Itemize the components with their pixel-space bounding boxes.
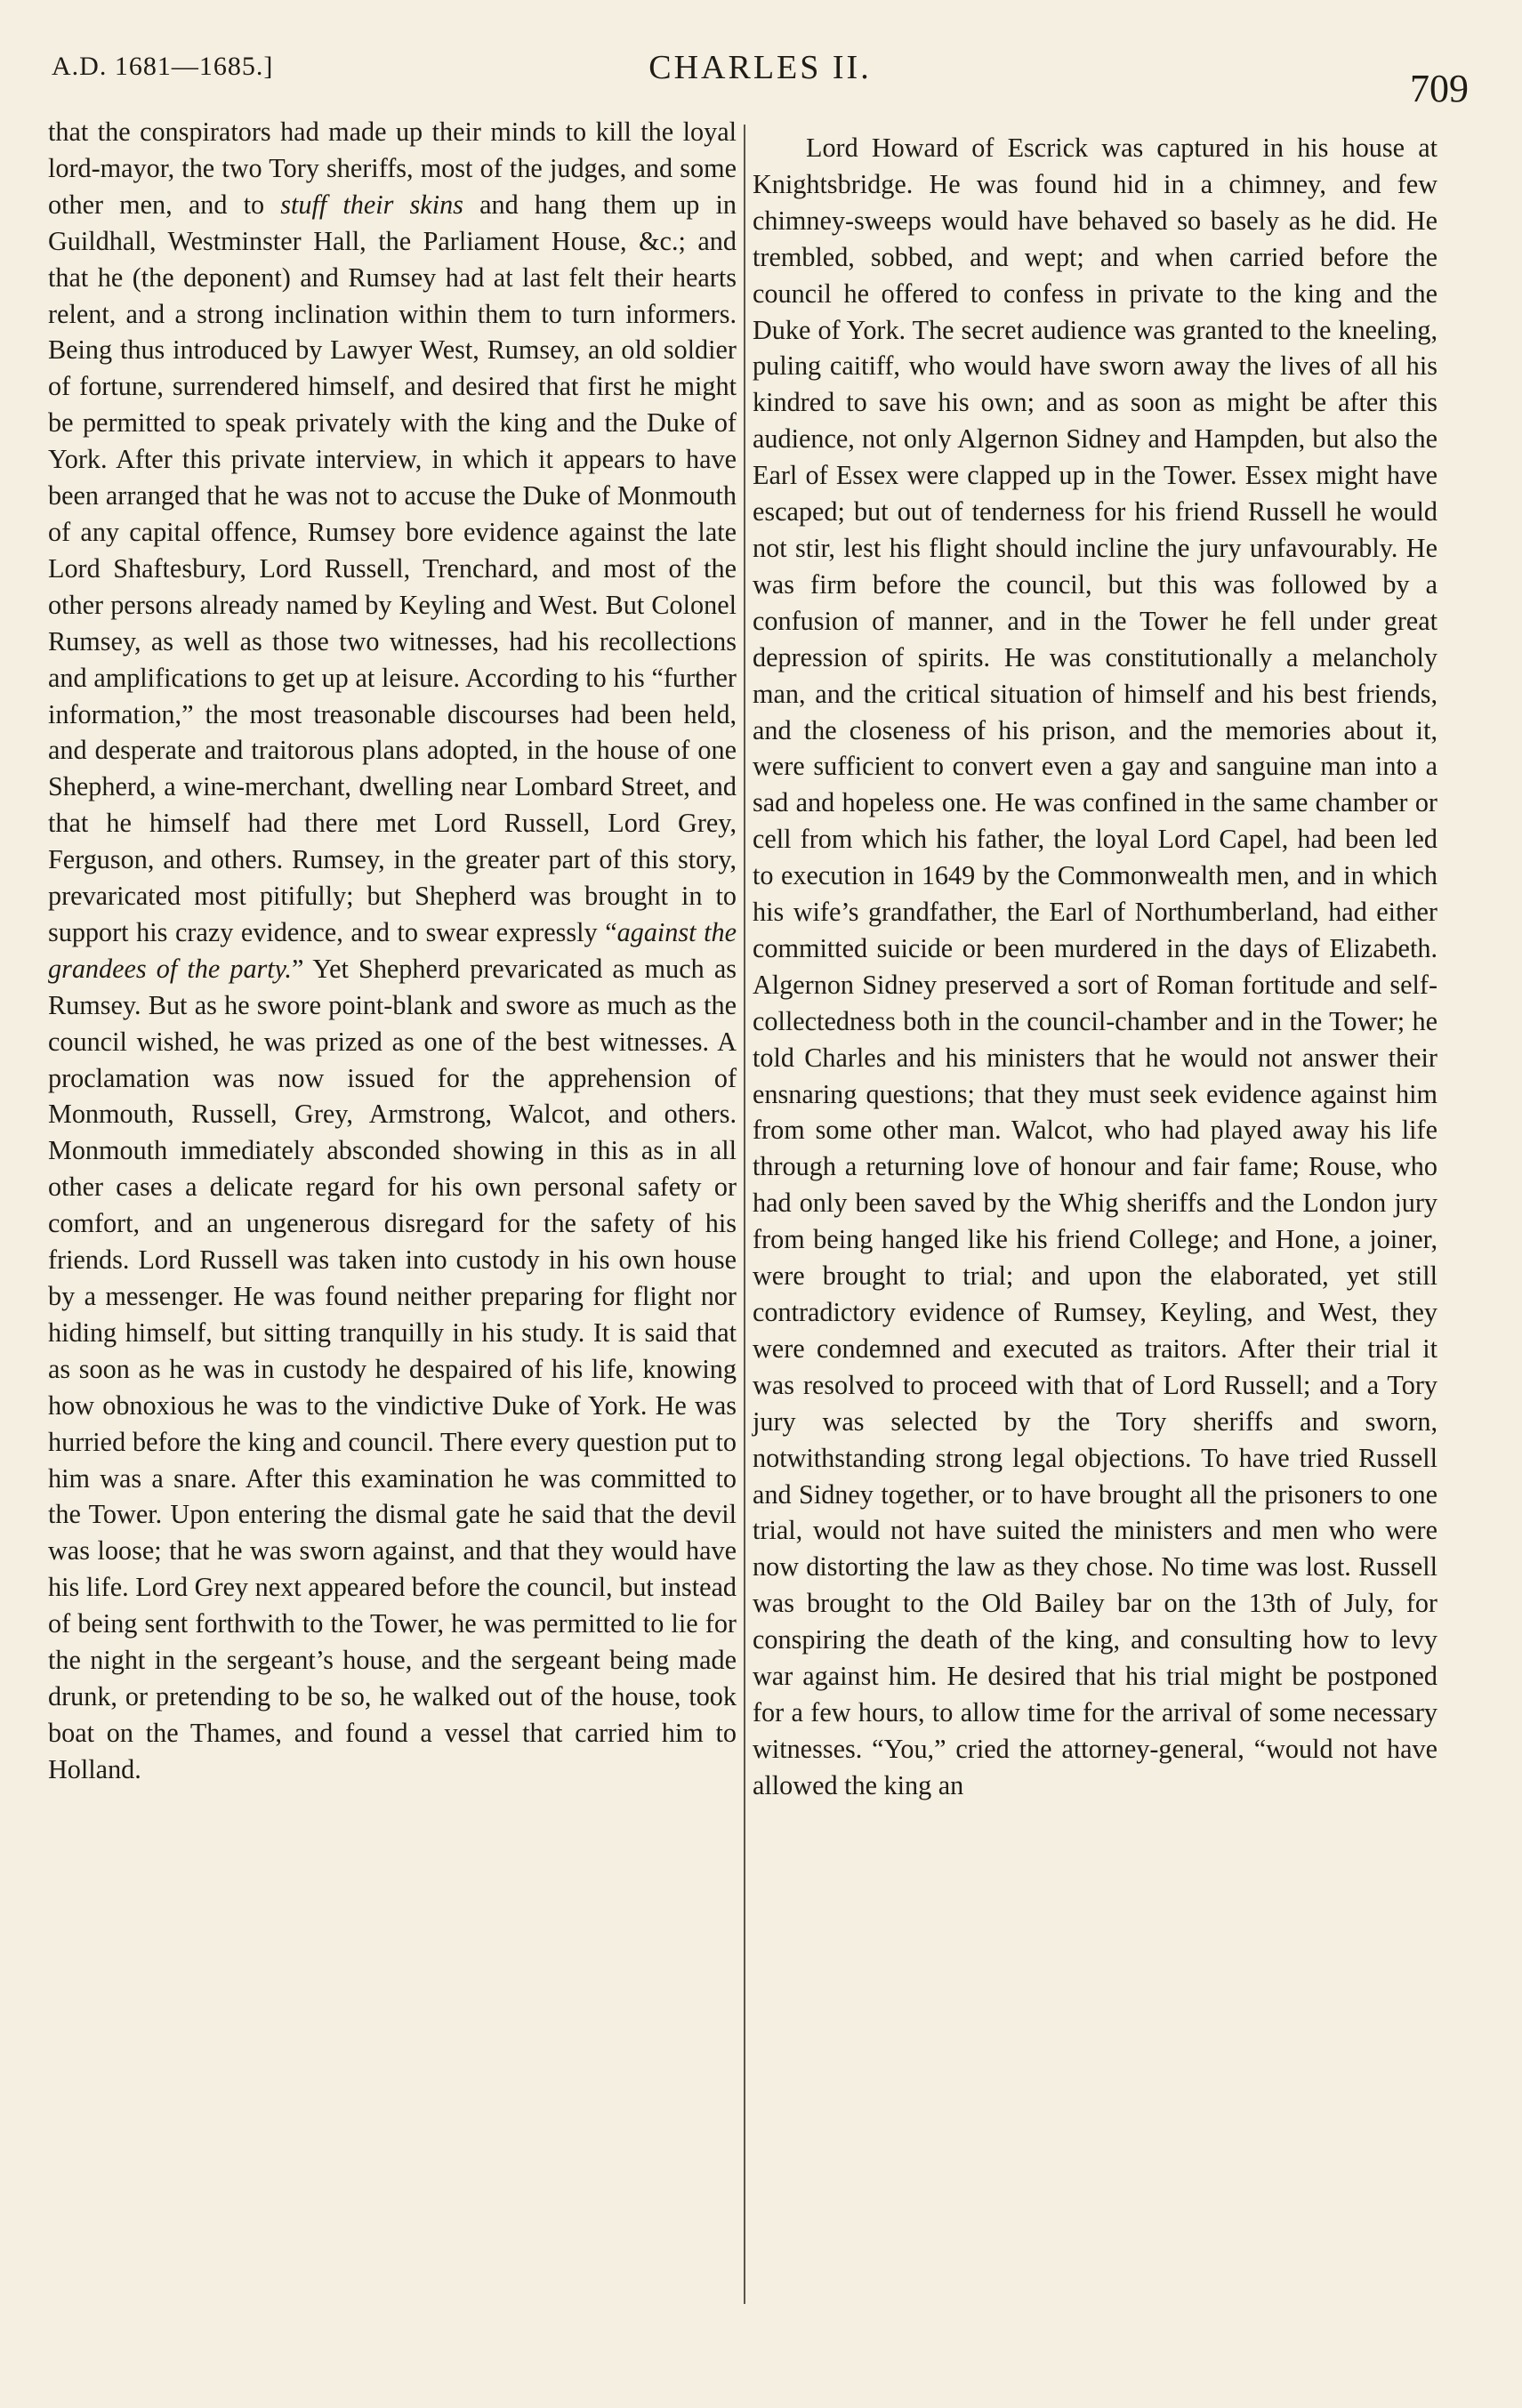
column-divider xyxy=(744,125,745,2304)
right-paragraph: Lord Howard of Escrick was captured in his house at Knightsbridge. He was found hid in a chimney, and few chimney-sweeps would have behaved so basely as he did. He trembled, sobbed, and wept; and when carried before the council he offered to confess in private to the king and the Duke of York. The secret audience was granted to the kneeling, puling caitiff, who would have sworn away the lives of all his kindred to save his own; and as soon as might be after this audience, not only Algernon Sidney and Hampden, but also the Earl of Essex were clapped up in the Tower. Essex might have escaped; but out of tenderness for his friend Russell he would not stir, lest his flight should incline the jury unfavourably. He was firm before the council, but this was followed by a confusion of manner, and in the Tower he fell under great depression of spirits. He was constitutionally a melancholy man, and the critical situation of himself and his best friends, and the closeness of his prison, and the memories about it, were sufficient to convert even a gay and sanguine man into a sad and hopeless one. He was confined in the same chamber or cell from which his father, the loyal Lord Capel, had been led to execution in 1649 by the Commonwealth men, and in which his wife’s grandfather, the Earl of Northumberland, had either committed suicide or been murdered in the days of Elizabeth. Algernon Sidney preserved a sort of Roman fortitude and self-collectedness both in the council-chamber and in the Tower; he told Charles and his ministers that he would not answer their ensnaring questions; that they must seek evidence against him from some other man. Walcot, who had played away his life through a returning love of honour and fair fame; Rouse, who had only been saved by the Whig sheriffs and the London jury from being hanged like his friend College; and Hone, a joiner, were brought to trial; and upon the elaborated, yet still contradictory evidence of Rumsey, Keyling, and West, they were condemned and executed as traitors. After their trial it was resolved to proceed with that of Lord Russell; and a Tory jury was selected by the Tory sheriffs and sworn, notwithstanding strong legal objections. To have tried Russell and Sidney together, or to have brought all the prisoners to one trial, would not have suited the ministers and men who were now distorting the law as they chose. No time was lost. Russell was brought to the Old Bailey bar on the 13th of July, for conspiring the death of the king, and consulting how to levy war against him. He desired that his trial might be postponed for a few hours, to allow time for the arrival of some necessary witnesses. “You,” cried the attorney-general, “would not have allowed the king an xyxy=(753,133,1437,1800)
left-paragraph: that the conspirators had made up their minds to kill the loyal lord-mayor, the two Tory sheriffs, most of the judges, and some other men, and to stuff their skins and hang them up in Guildhall, Westminster Hall, the Parliament House, &c.; and that he (the deponent) and Rumsey had at last felt their hearts relent, and a strong inclination within them to turn informers. Being thus introduced by Lawyer West, Rumsey, an old soldier of fortune, surrendered himself, and desired that first he might be permitted to speak privately with the king and the Duke of York. After this private interview, in which it appears to have been arranged that he was not to accuse the Duke of Monmouth of any capital offence, Rumsey bore evidence against the late Lord Shaftesbury, Lord Russell, Trenchard, and most of the other persons already named by Keyling and West. But Colonel Rumsey, as well as those two witnesses, had his recollections and amplifications to get up at leisure. According to his “further information,” the most treasonable discourses had been held, and desperate and traitorous plans adopted, in the house of one Shepherd, a wine-merchant, dwelling near Lombard Street, and that he himself had there met Lord Russell, Lord Grey, Ferguson, and others. Rumsey, in the greater part of this story, prevaricated most pitifully; but Shepherd was brought in to support his crazy evidence, and to swear expressly “against the grandees of the party.” Yet Shepherd prevaricated as much as Rumsey. But as he swore point-blank and swore as much as the council wished, he was prized as one of the best witnesses. A proclamation was now issued for the apprehension of Monmouth, Russell, Grey, Armstrong, Walcot, and others. Monmouth immediately absconded showing in this as in all other cases a delicate regard for his own personal safety or comfort, and an ungenerous disregard for the safety of his friends. Lord Russell was taken into custody in his own house by a messenger. He was found neither preparing for flight nor hiding himself, but sitting tranquilly in his study. It is said that as soon as he was in custody he despaired of his life, knowing how obnoxious he was to the vindictive Duke of York. He was hurried before the king and council. There every question put to him was a snare. After this examination he was committed to the Tower. Upon entering the dismal gate he said that the devil was loose; that he was sworn against, and that they would have his life. Lord Grey next appeared before the council, but instead of being sent forthwith to the Tower, he was permitted to lie for the night in the sergeant’s house, and the sergeant being made drunk, or pretending to be so, he walked out of the house, took boat on the Thames, and found a vessel that carried him to Holland. xyxy=(48,117,737,1784)
left-column xyxy=(48,114,737,1788)
date-range: A.D. 1681—1685.] xyxy=(52,52,274,81)
page-number: 709 xyxy=(1410,67,1469,110)
running-head xyxy=(52,36,1469,116)
chapter-title: CHARLES II. xyxy=(648,49,872,86)
italic-quote: against the grandees of the party. xyxy=(48,916,737,984)
right-column xyxy=(753,130,1437,1804)
italic-phrase: stuff their skins xyxy=(280,189,463,220)
